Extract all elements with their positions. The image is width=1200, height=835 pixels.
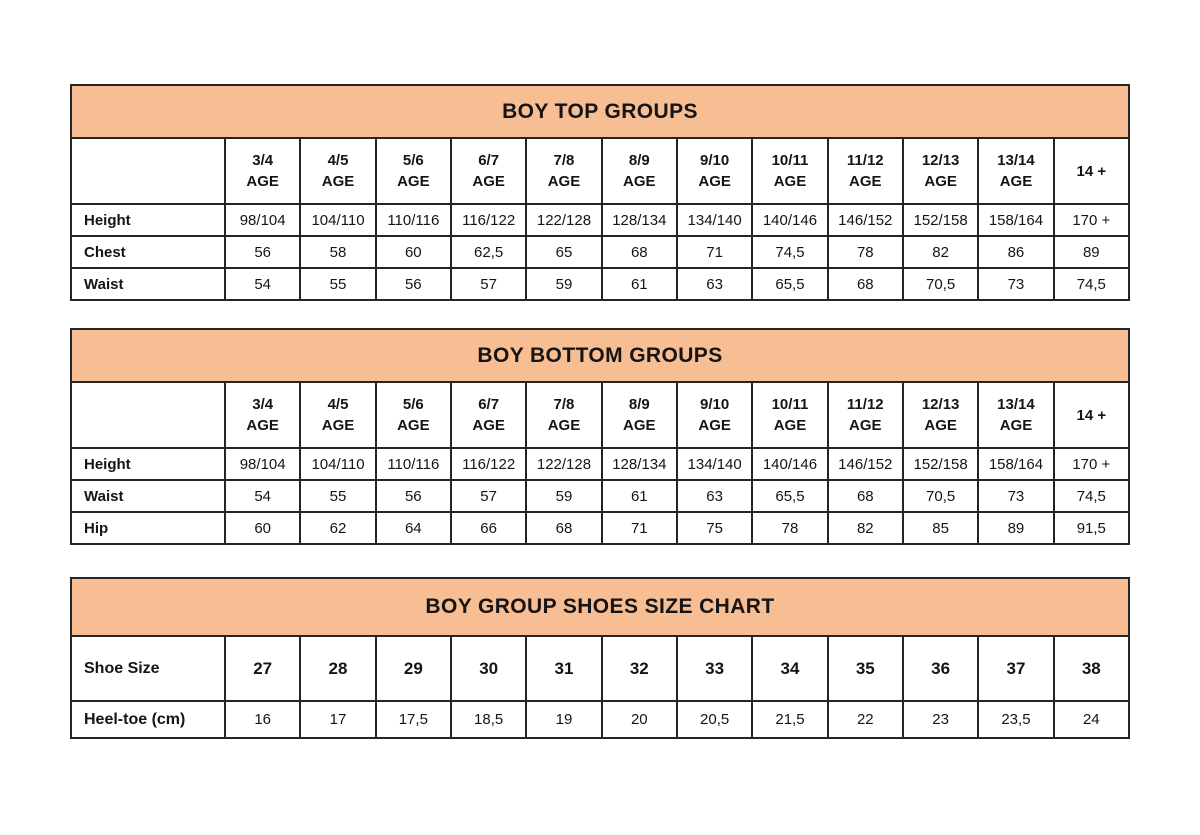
age-value: 14 + xyxy=(1076,406,1107,424)
age-column-header xyxy=(1054,138,1129,204)
age-column-header xyxy=(978,382,1053,448)
value-cell: 74,5 xyxy=(1054,268,1129,300)
value-cell: 89 xyxy=(1054,236,1129,268)
age-value: 5/6 xyxy=(402,152,424,169)
value-cell: 56 xyxy=(376,268,451,300)
value-cell: 57 xyxy=(451,268,526,300)
value-cell: 19 xyxy=(526,701,601,738)
value-cell: 17 xyxy=(300,701,375,738)
row-label: Hip xyxy=(71,512,225,544)
value-cell: 66 xyxy=(451,512,526,544)
value-cell: 61 xyxy=(602,268,677,300)
table-row xyxy=(71,448,1129,480)
shoe-size-cell: 29 xyxy=(376,636,451,701)
age-value: 9/10 xyxy=(700,152,730,169)
age-column-header xyxy=(602,138,677,204)
age-label: AGE xyxy=(321,173,355,190)
age-label: AGE xyxy=(397,417,430,434)
age-label: AGE xyxy=(472,173,505,190)
table-row xyxy=(71,268,1129,300)
value-cell: 59 xyxy=(526,268,601,300)
age-column-header xyxy=(225,138,300,204)
table-row xyxy=(71,512,1129,544)
age-label: AGE xyxy=(849,417,882,434)
age-column-header xyxy=(828,382,903,448)
value-cell: 74,5 xyxy=(752,236,827,268)
age-value: 11/12 xyxy=(846,396,884,413)
value-cell: 68 xyxy=(526,512,601,544)
value-cell: 98/104 xyxy=(225,448,300,480)
age-label: AGE xyxy=(999,417,1033,434)
value-cell: 23 xyxy=(903,701,978,738)
age-value: 11/12 xyxy=(846,152,884,169)
boy-bottom-groups-table xyxy=(70,328,1130,545)
age-label: AGE xyxy=(472,417,505,434)
shoe-size-cell: 27 xyxy=(225,636,300,701)
age-value: 10/11 xyxy=(771,152,809,169)
value-cell: 122/128 xyxy=(526,204,601,236)
age-label: AGE xyxy=(773,417,807,434)
age-label: AGE xyxy=(623,417,656,434)
value-cell: 104/110 xyxy=(300,448,375,480)
age-label: AGE xyxy=(698,173,731,190)
empty-corner-cell xyxy=(71,138,225,204)
age-value: 3/4 xyxy=(252,396,274,413)
age-column-header xyxy=(300,382,375,448)
table-row xyxy=(71,204,1129,236)
shoe-size-cell: 32 xyxy=(602,636,677,701)
value-cell: 98/104 xyxy=(225,204,300,236)
value-cell: 54 xyxy=(225,268,300,300)
age-value: 7/8 xyxy=(553,396,575,413)
age-value: 5/6 xyxy=(402,396,424,413)
value-cell: 71 xyxy=(677,236,752,268)
value-cell: 61 xyxy=(602,480,677,512)
age-header-row xyxy=(71,138,1129,204)
age-value: 12/13 xyxy=(921,396,960,413)
age-column-header xyxy=(978,138,1053,204)
value-cell: 21,5 xyxy=(752,701,827,738)
table-title: BOY BOTTOM GROUPS xyxy=(71,329,1129,382)
value-cell: 75 xyxy=(677,512,752,544)
table-row xyxy=(71,236,1129,268)
value-cell: 82 xyxy=(828,512,903,544)
age-label: AGE xyxy=(698,417,731,434)
age-value: 8/9 xyxy=(628,396,650,413)
age-column-header xyxy=(903,138,978,204)
age-label: AGE xyxy=(849,173,882,190)
age-label: AGE xyxy=(547,173,581,190)
age-value: 4/5 xyxy=(327,396,349,413)
table-title-row xyxy=(71,85,1129,138)
age-label: AGE xyxy=(999,173,1033,190)
age-value: 13/14 xyxy=(997,152,1035,169)
age-column-header xyxy=(752,138,827,204)
value-cell: 140/146 xyxy=(752,204,827,236)
row-label: Chest xyxy=(71,236,225,268)
shoe-size-cell: 28 xyxy=(300,636,375,701)
age-column-header xyxy=(526,382,601,448)
age-value: 3/4 xyxy=(252,152,274,169)
age-column-header xyxy=(828,138,903,204)
value-cell: 65,5 xyxy=(752,480,827,512)
boy-top-groups-table xyxy=(70,84,1130,301)
shoe-size-cell: 30 xyxy=(451,636,526,701)
value-cell: 68 xyxy=(602,236,677,268)
value-cell: 86 xyxy=(978,236,1053,268)
value-cell: 57 xyxy=(451,480,526,512)
value-cell: 23,5 xyxy=(978,701,1053,738)
value-cell: 122/128 xyxy=(526,448,601,480)
value-cell: 56 xyxy=(376,480,451,512)
value-cell: 20 xyxy=(602,701,677,738)
value-cell: 85 xyxy=(903,512,978,544)
value-cell: 58 xyxy=(300,236,375,268)
value-cell: 63 xyxy=(677,268,752,300)
value-cell: 20,5 xyxy=(677,701,752,738)
value-cell: 134/140 xyxy=(677,448,752,480)
row-label: Waist xyxy=(71,268,225,300)
value-cell: 110/116 xyxy=(376,448,451,480)
value-cell: 71 xyxy=(602,512,677,544)
value-cell: 56 xyxy=(225,236,300,268)
age-value: 14 + xyxy=(1076,162,1107,180)
value-cell: 70,5 xyxy=(903,480,978,512)
value-cell: 62 xyxy=(300,512,375,544)
table-row xyxy=(71,701,1129,738)
shoe-size-cell: 37 xyxy=(978,636,1053,701)
value-cell: 110/116 xyxy=(376,204,451,236)
table-row xyxy=(71,480,1129,512)
value-cell: 55 xyxy=(300,268,375,300)
age-value: 6/7 xyxy=(478,152,500,169)
age-value: 4/5 xyxy=(327,152,349,169)
age-column-header xyxy=(300,138,375,204)
value-cell: 16 xyxy=(225,701,300,738)
value-cell: 65,5 xyxy=(752,268,827,300)
value-cell: 54 xyxy=(225,480,300,512)
age-value: 13/14 xyxy=(997,396,1035,413)
table-title-row xyxy=(71,329,1129,382)
age-column-header xyxy=(376,382,451,448)
value-cell: 152/158 xyxy=(903,204,978,236)
value-cell: 17,5 xyxy=(376,701,451,738)
age-value: 7/8 xyxy=(553,152,575,169)
value-cell: 24 xyxy=(1054,701,1129,738)
age-column-header xyxy=(602,382,677,448)
value-cell: 60 xyxy=(376,236,451,268)
value-cell: 68 xyxy=(828,268,903,300)
value-cell: 73 xyxy=(978,480,1053,512)
table-title: BOY TOP GROUPS xyxy=(71,85,1129,138)
value-cell: 116/122 xyxy=(451,204,526,236)
value-cell: 73 xyxy=(978,268,1053,300)
age-column-header xyxy=(376,138,451,204)
value-cell: 64 xyxy=(376,512,451,544)
value-cell: 82 xyxy=(903,236,978,268)
age-value: 6/7 xyxy=(478,396,500,413)
age-label: AGE xyxy=(246,173,279,190)
value-cell: 128/134 xyxy=(602,448,677,480)
shoe-size-cell: 35 xyxy=(828,636,903,701)
value-cell: 104/110 xyxy=(300,204,375,236)
row-label: Height xyxy=(71,204,225,236)
value-cell: 170 + xyxy=(1054,204,1129,236)
value-cell: 68 xyxy=(828,480,903,512)
age-label: AGE xyxy=(924,417,957,434)
age-column-header xyxy=(677,382,752,448)
value-cell: 116/122 xyxy=(451,448,526,480)
age-column-header xyxy=(903,382,978,448)
value-cell: 152/158 xyxy=(903,448,978,480)
shoe-size-header-row xyxy=(71,636,1129,701)
age-column-header xyxy=(526,138,601,204)
row-label: Heel-toe (cm) xyxy=(71,701,225,738)
value-cell: 22 xyxy=(828,701,903,738)
value-cell: 146/152 xyxy=(828,204,903,236)
empty-corner-cell xyxy=(71,382,225,448)
row-label: Shoe Size xyxy=(71,636,225,701)
table-title: BOY GROUP SHOES SIZE CHART xyxy=(71,578,1129,636)
age-label: AGE xyxy=(773,173,807,190)
shoe-size-cell: 33 xyxy=(677,636,752,701)
value-cell: 89 xyxy=(978,512,1053,544)
value-cell: 128/134 xyxy=(602,204,677,236)
age-column-header xyxy=(451,382,526,448)
value-cell: 62,5 xyxy=(451,236,526,268)
value-cell: 74,5 xyxy=(1054,480,1129,512)
age-label: AGE xyxy=(924,173,957,190)
age-value: 9/10 xyxy=(700,396,730,413)
age-column-header xyxy=(1054,382,1129,448)
value-cell: 18,5 xyxy=(451,701,526,738)
boy-shoes-size-table xyxy=(70,577,1130,739)
shoe-size-cell: 34 xyxy=(752,636,827,701)
shoe-size-cell: 36 xyxy=(903,636,978,701)
value-cell: 70,5 xyxy=(903,268,978,300)
value-cell: 55 xyxy=(300,480,375,512)
value-cell: 59 xyxy=(526,480,601,512)
value-cell: 78 xyxy=(828,236,903,268)
value-cell: 158/164 xyxy=(978,204,1053,236)
table-title-row xyxy=(71,578,1129,636)
row-label: Waist xyxy=(71,480,225,512)
age-value: 8/9 xyxy=(628,152,650,169)
value-cell: 78 xyxy=(752,512,827,544)
age-label: AGE xyxy=(321,417,355,434)
value-cell: 146/152 xyxy=(828,448,903,480)
age-header-row xyxy=(71,382,1129,448)
value-cell: 170 + xyxy=(1054,448,1129,480)
value-cell: 60 xyxy=(225,512,300,544)
value-cell: 134/140 xyxy=(677,204,752,236)
age-label: AGE xyxy=(547,417,581,434)
row-label: Height xyxy=(71,448,225,480)
age-value: 10/11 xyxy=(771,396,809,413)
age-label: AGE xyxy=(397,173,430,190)
age-column-header xyxy=(451,138,526,204)
age-label: AGE xyxy=(246,417,279,434)
value-cell: 140/146 xyxy=(752,448,827,480)
age-column-header xyxy=(677,138,752,204)
age-label: AGE xyxy=(623,173,656,190)
value-cell: 91,5 xyxy=(1054,512,1129,544)
age-value: 12/13 xyxy=(921,152,960,169)
shoe-size-cell: 38 xyxy=(1054,636,1129,701)
value-cell: 158/164 xyxy=(978,448,1053,480)
value-cell: 65 xyxy=(526,236,601,268)
age-column-header xyxy=(225,382,300,448)
age-column-header xyxy=(752,382,827,448)
shoe-size-cell: 31 xyxy=(526,636,601,701)
value-cell: 63 xyxy=(677,480,752,512)
